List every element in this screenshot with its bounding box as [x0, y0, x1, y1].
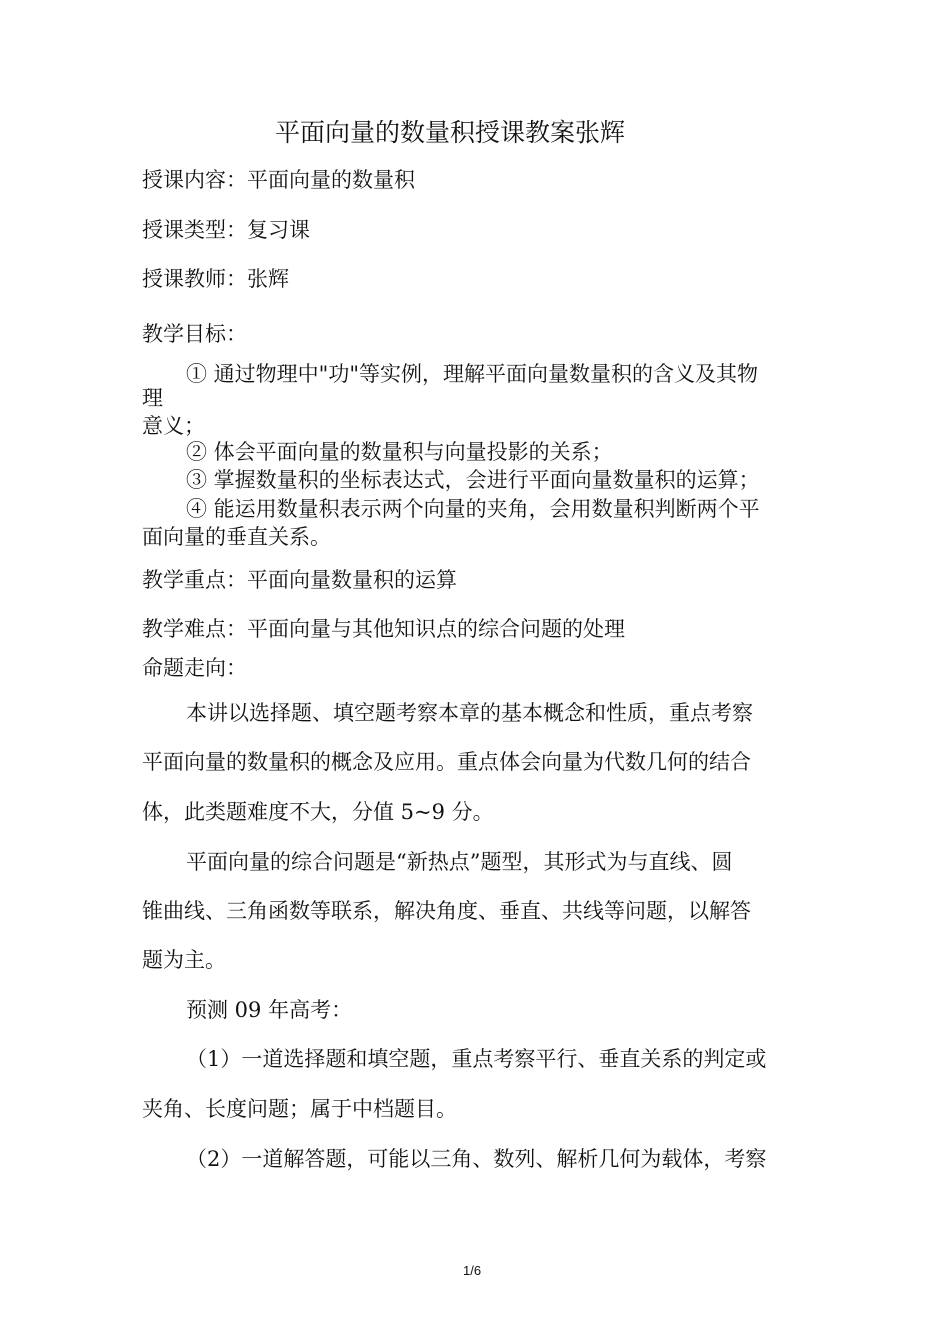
objective-line-4: ④ 能运用数量积表示两个向量的夹角，会用数量积判断两个平	[186, 497, 760, 521]
objective-line-4-end: 面向量的垂直关系。	[142, 525, 331, 549]
objectives-heading: 教学目标：	[142, 322, 247, 346]
objective-line-3: ③ 掌握数量积的坐标表达式，会进行平面向量数量积的运算；	[186, 468, 760, 492]
trend-heading: 命题走向：	[142, 656, 247, 680]
forecast-item2-line1: （2）一道解答题，可能以三角、数列、解析几何为载体，考察	[186, 1147, 767, 1171]
trend-para1-line3: 体，此类题难度不大，分值 5~9 分。	[142, 800, 494, 824]
trend-para2-line1: 平面向量的综合问题是“新热点”题型，其形式为与直线、圆	[186, 850, 733, 874]
objective-line-1-end: 意义；	[142, 414, 205, 438]
objective-line-1-wrap: 理	[142, 386, 163, 410]
objective-line-1: ① 通过物理中"功"等实例，理解平面向量数量积的含义及其物	[186, 362, 758, 386]
info-type: 授课类型：复习课	[142, 218, 310, 242]
forecast-item1-line1: （1）一道选择题和填空题，重点考察平行、垂直关系的判定或	[186, 1047, 767, 1071]
info-content: 授课内容：平面向量的数量积	[142, 168, 415, 192]
forecast-heading: 预测 09 年高考：	[186, 998, 353, 1022]
info-teacher: 授课教师：张辉	[142, 267, 289, 291]
key-point: 教学重点：平面向量数量积的运算	[142, 568, 457, 592]
difficulty: 教学难点：平面向量与其他知识点的综合问题的处理	[142, 617, 625, 641]
document-title: 平面向量的数量积授课教案张辉	[275, 118, 626, 147]
forecast-item1-line2: 夹角、长度问题；属于中档题目。	[142, 1097, 457, 1121]
trend-para1-line2: 平面向量的数量积的概念及应用。重点体会向量为代数几何的结合	[142, 750, 751, 774]
objective-line-2: ② 体会平面向量的数量积与向量投影的关系；	[186, 440, 613, 464]
trend-para2-line3: 题为主。	[142, 948, 226, 972]
trend-para2-line2: 锥曲线、三角函数等联系，解决角度、垂直、共线等问题，以解答	[142, 899, 751, 923]
trend-para1-line1: 本讲以选择题、填空题考察本章的基本概念和性质，重点考察	[186, 701, 753, 725]
page-number: 1/6	[463, 1263, 482, 1278]
